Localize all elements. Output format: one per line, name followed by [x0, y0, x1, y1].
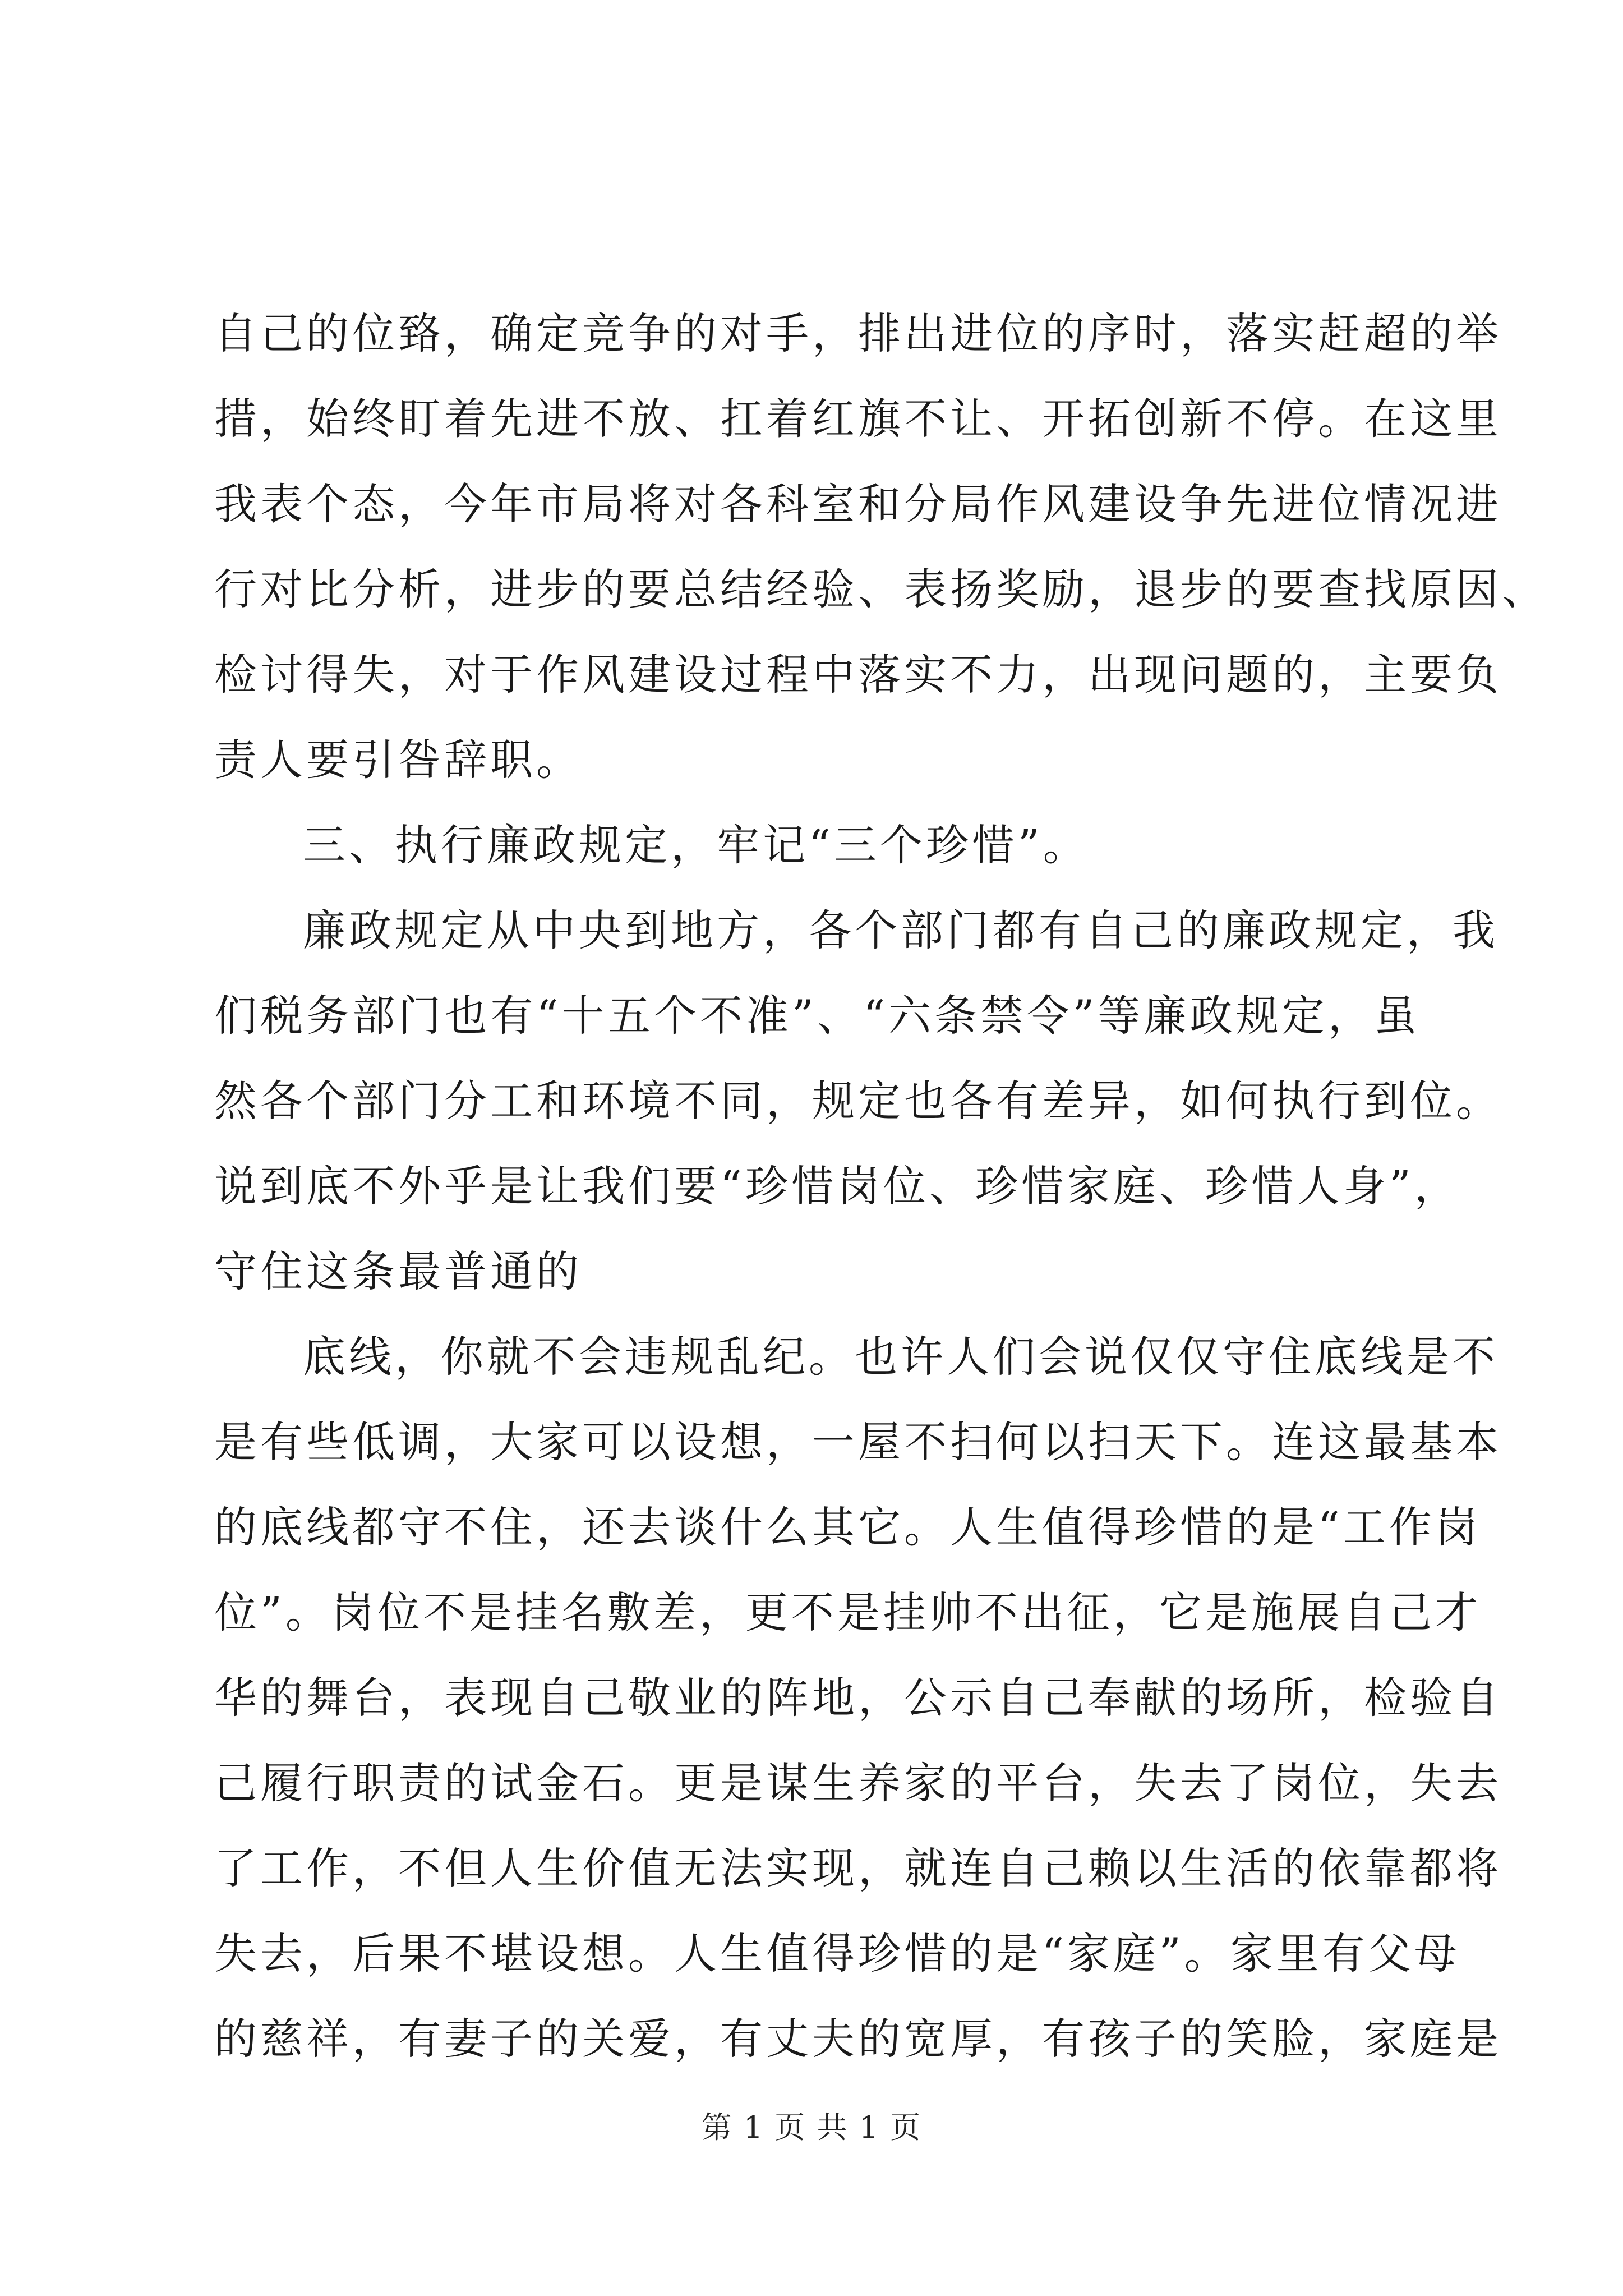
- text-line: 廉政规定从中央到地方，各个部门都有自己的廉政规定，我: [303, 905, 1498, 955]
- text-line: 自己的位臵，确定竞争的对手，排出进位的序时，落实赶超的举: [214, 309, 1502, 358]
- text-line: 是有些低调，大家可以设想，一屋不扫何以扫天下。连这最基本: [214, 1417, 1502, 1467]
- text-line: 位”。岗位不是挂名敷差，更不是挂帅不出征，它是施展自己才: [214, 1588, 1481, 1637]
- text-line: 了工作，不但人生价值无法实现，就连自己赖以生活的依靠都将: [214, 1843, 1502, 1893]
- text-line: 说到底不外乎是让我们要“珍惜岗位、珍惜家庭、珍惜人身”，: [214, 1161, 1460, 1211]
- text-line: 的慈祥，有妻子的关爱，有丈夫的宽厚，有孩子的笑脸，家庭是: [214, 2014, 1502, 2064]
- text-line: 守住这条最普通的: [214, 1246, 582, 1296]
- text-line: 责人要引咎辞职。: [214, 735, 582, 785]
- text-line: 底线，你就不会违规乱纪。也许人们会说仅仅守住底线是不: [303, 1332, 1498, 1382]
- text-line: 我表个态，今年市局将对各科室和分局作风建设争先进位情况进: [214, 479, 1502, 529]
- text-line: 检讨得失，对于作风建设过程中落实不力，出现问题的，主要负: [214, 650, 1502, 700]
- section-heading: 三、执行廉政规定，牢记“三个珍惜”。: [303, 820, 1089, 870]
- text-line: 行对比分析，进步的要总结经验、表扬奖励，退步的要查找原因、: [214, 564, 1548, 614]
- text-line: 华的舞台，表现自己敬业的阵地，公示自己奉献的场所，检验自: [214, 1673, 1502, 1723]
- text-line: 措，始终盯着先进不放、扛着红旗不让、开拓创新不停。在这里: [214, 394, 1502, 444]
- text-line: 们税务部门也有“十五个不准”、“六条禁令”等廉政规定，虽: [214, 991, 1420, 1041]
- text-line: 的底线都守不住，还去谈什么其它。人生值得珍惜的是“工作岗: [214, 1502, 1481, 1552]
- text-line: 己履行职责的试金石。更是谋生养家的平台，失去了岗位，失去: [214, 1758, 1502, 1808]
- page-number-footer: 第 1 页 共 1 页: [701, 2110, 922, 2145]
- text-line: 然各个部门分工和环境不同，规定也各有差异，如何执行到位。: [214, 1076, 1502, 1126]
- text-line: 失去，后果不堪设想。人生值得珍惜的是“家庭”。家里有父母: [214, 1929, 1460, 1978]
